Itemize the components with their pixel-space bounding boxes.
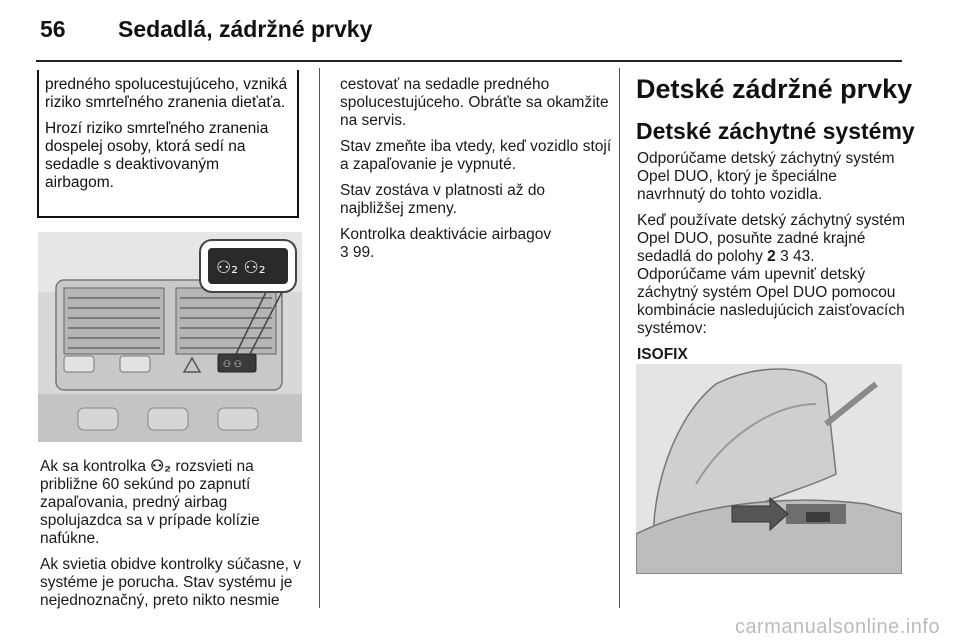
- right-paragraph-3: Odporúčame vám upevniť detský záchytný systém Opel DUO pomocou kombinácie nasledujúcich zaisťovacích systémov:: [637, 266, 905, 337]
- fault-paragraph: Ak svietia obidve kontrolky súčasne, v systéme je porucha. Stav systému je nejednoznačný, preto nikto nesmie: [40, 556, 302, 609]
- warning-text-1: predného spolucestujúceho, vzniká riziko smrteľného zranenia dieťaťa.: [45, 76, 288, 111]
- isofix-seat-photo: [636, 364, 902, 574]
- indicator-paragraph: [40, 458, 312, 548]
- right-column-text: [637, 150, 905, 372]
- page-ref-link[interactable]: 99.: [348, 244, 375, 261]
- airbag-indicator-photo: [38, 232, 302, 442]
- indicator-paragraph-start: Ak sa kontrolka: [40, 458, 151, 475]
- seat-position-number: 2: [767, 248, 776, 265]
- section-heading: Detské záchytné systémy: [636, 118, 915, 144]
- warning-text-2: Hrozí riziko smrteľného zranenia dospelej osoby, ktorá sedí na sedadle s deaktivovaným airbagom.: [45, 120, 269, 191]
- section-title: Sedadlá, zádržné prvky: [118, 16, 373, 42]
- column-divider-1: [319, 68, 320, 608]
- svg-text:⚇₂ ⚇₂: ⚇₂ ⚇₂: [216, 258, 266, 278]
- isofix-label: ISOFIX: [637, 346, 688, 363]
- indicator-paragraph-end: rozsvieti na približne 60 sekúnd po zapnutí zapaľovania, predný airbag spolujazdca sa v prípade kolízie nafúkne.: [40, 458, 260, 547]
- page-ref-link[interactable]: 43.: [788, 248, 815, 265]
- header-rule: [36, 60, 902, 62]
- middle-paragraph-2: Stav zmeňte iba vtedy, keď vozidlo stojí a zapaľovanie je vypnuté.: [340, 138, 612, 173]
- watermark: carmanualsonline.info: [734, 616, 940, 638]
- column-divider-2: [619, 68, 620, 608]
- middle-paragraph-3: Stav zostáva v platnosti až do najbližšej zmeny.: [340, 182, 546, 217]
- chapter-heading: Detské zádržné prvky: [636, 74, 913, 104]
- page-number: 56: [40, 16, 66, 42]
- left-column-text: [40, 458, 312, 618]
- airbag-off-icon: ⚇₂: [150, 458, 172, 475]
- seat-position-text: Keď používate detský záchytný systém Opel DUO, posuňte zadné krajné sedadlá do polohy: [637, 212, 905, 265]
- middle-paragraph-4: [340, 226, 612, 262]
- right-paragraph-2: [637, 212, 905, 266]
- warning-box: [37, 70, 299, 218]
- deactivation-label: Kontrolka deaktivácie airbagov: [340, 226, 552, 243]
- page-ref-arrow-icon: 3: [340, 244, 349, 261]
- middle-column-text: [340, 76, 612, 262]
- svg-text:⚇ ⚇: ⚇ ⚇: [223, 360, 242, 370]
- page-ref-arrow-icon: 3: [775, 248, 789, 265]
- middle-paragraph-1: cestovať na sedadle predného spolucestujúceho. Obráťte sa okamžite na servis.: [340, 76, 609, 129]
- right-paragraph-1: Odporúčame detský záchytný systém Opel DUO, ktorý je špeciálne navrhnutý do tohto vozidla.: [637, 150, 895, 203]
